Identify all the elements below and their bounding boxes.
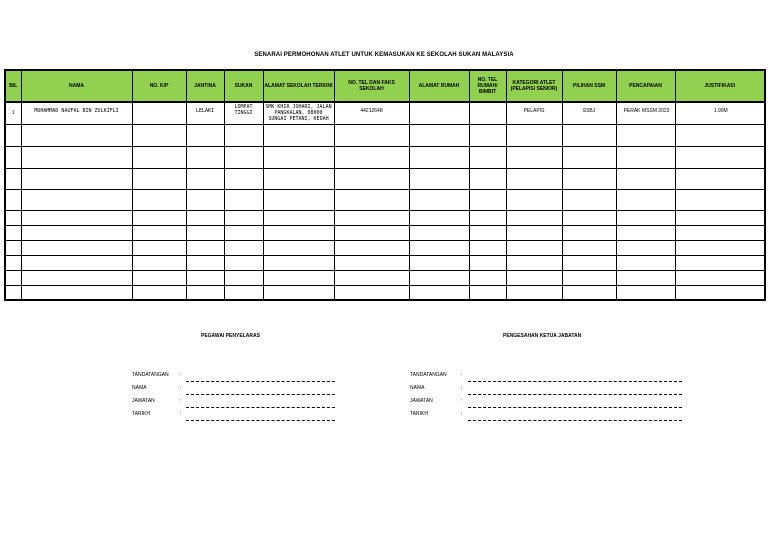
table-cell <box>469 225 506 240</box>
table-cell <box>224 240 263 255</box>
table-cell <box>506 210 562 225</box>
table-cell <box>263 189 334 210</box>
table-cell <box>409 210 469 225</box>
table-cell <box>409 270 469 285</box>
table-row <box>5 102 765 124</box>
right-position-line <box>468 407 682 408</box>
table-cell <box>263 270 334 285</box>
table-cell <box>675 168 765 189</box>
table-cell <box>469 168 506 189</box>
table-cell <box>224 225 263 240</box>
table-cell <box>334 210 409 225</box>
left-name-line <box>186 394 335 395</box>
header-sukan: SUKAN <box>224 70 263 102</box>
cell-nama: MUHAMMAD NAUFAL BIN ZULKIFLI <box>21 102 132 124</box>
header-nama: NAMA <box>21 70 132 102</box>
table-cell <box>132 270 186 285</box>
table-cell <box>5 240 21 255</box>
table-cell <box>21 255 132 270</box>
header-kp: NO. K/P <box>132 70 186 102</box>
table-cell <box>5 210 21 225</box>
table-cell <box>409 189 469 210</box>
table-cell <box>675 285 765 300</box>
table-cell <box>263 124 334 146</box>
right-label-tandatangan: TANDATANGAN <box>410 372 447 378</box>
cell-alamat-sekolah: SMK KHIR JOHARI, JALAN PANGKALAN, 08000 SUNGAI PETANI, KEDAH <box>263 102 334 124</box>
table-cell <box>506 240 562 255</box>
table-cell <box>5 146 21 168</box>
cell-kp <box>132 102 186 124</box>
table-cell <box>21 124 132 146</box>
right-colon: : <box>461 398 463 404</box>
table-cell <box>21 240 132 255</box>
table-cell <box>469 189 506 210</box>
left-signature-line <box>186 381 335 382</box>
table-cell <box>263 225 334 240</box>
left-signature-title: PEGAWAI PENYELARAS <box>201 333 260 339</box>
header-tel-rumah: NO. TEL RUMAH/ BIMBIT <box>469 70 506 102</box>
left-label-tandatangan: TANDATANGAN <box>132 372 169 378</box>
table-cell <box>186 225 224 240</box>
table-cell <box>5 270 21 285</box>
table-cell <box>5 225 21 240</box>
table-cell <box>186 189 224 210</box>
header-jantina: JANTINA <box>186 70 224 102</box>
table-cell <box>616 124 675 146</box>
table-cell <box>186 146 224 168</box>
header-kategori: KATEGORI ATLET (PELAPIS/ SENIOR) <box>506 70 562 102</box>
table-cell <box>5 255 21 270</box>
cell-jantina: LELAKI <box>186 102 224 124</box>
table-cell <box>562 146 616 168</box>
cell-kategori: PELAPIS <box>506 102 562 124</box>
table-cell <box>334 146 409 168</box>
cell-pilihan: SSBJ <box>562 102 616 124</box>
table-cell <box>506 168 562 189</box>
cell-tel-rumah <box>469 102 506 124</box>
table-cell <box>409 146 469 168</box>
table-cell <box>562 168 616 189</box>
table-row <box>5 124 765 146</box>
table-cell <box>224 124 263 146</box>
table-cell <box>334 225 409 240</box>
left-label-tarikh: TARIKH <box>132 411 150 417</box>
table-cell <box>334 189 409 210</box>
table-cell <box>562 285 616 300</box>
table-cell <box>562 225 616 240</box>
table-cell <box>469 210 506 225</box>
table-cell <box>186 270 224 285</box>
table-cell <box>263 168 334 189</box>
table-cell <box>132 168 186 189</box>
table-cell <box>186 285 224 300</box>
table-cell <box>506 146 562 168</box>
cell-pencapaian: PERAK MSSM 2023 <box>616 102 675 124</box>
cell-bil: 1 <box>5 102 21 124</box>
table-cell <box>186 168 224 189</box>
right-label-tarikh: TARIKH <box>410 411 428 417</box>
table-cell <box>506 255 562 270</box>
left-colon: : <box>180 372 182 378</box>
right-colon: : <box>461 411 463 417</box>
table-cell <box>334 168 409 189</box>
table-cell <box>675 240 765 255</box>
table-cell <box>334 285 409 300</box>
table-cell <box>675 146 765 168</box>
table-cell <box>263 146 334 168</box>
table-cell <box>469 285 506 300</box>
table-cell <box>186 240 224 255</box>
table-cell <box>21 210 132 225</box>
table-cell <box>562 255 616 270</box>
header-row <box>5 70 765 102</box>
table-cell <box>132 285 186 300</box>
table-row <box>5 285 765 300</box>
table-cell <box>132 146 186 168</box>
table-cell <box>21 285 132 300</box>
right-name-line <box>468 394 682 395</box>
table-cell <box>5 168 21 189</box>
right-colon: : <box>461 385 463 391</box>
table-cell <box>562 210 616 225</box>
table-row <box>5 210 765 225</box>
header-pilihan: PILIHAN SSM <box>562 70 616 102</box>
table-cell <box>675 255 765 270</box>
table-cell <box>616 210 675 225</box>
table-row <box>5 255 765 270</box>
table-cell <box>562 270 616 285</box>
table-cell <box>334 124 409 146</box>
table-row <box>5 240 765 255</box>
left-colon: : <box>180 385 182 391</box>
left-date-line <box>186 420 335 421</box>
table-cell <box>675 225 765 240</box>
page-title: SENARAI PERMOHONAN ATLET UNTUK KEMASUKAN KE SEKOLAH SUKAN MALAYSIA <box>254 52 514 58</box>
table-cell <box>5 189 21 210</box>
table-cell <box>409 240 469 255</box>
table-cell <box>334 240 409 255</box>
left-colon: : <box>180 398 182 404</box>
table-cell <box>675 189 765 210</box>
cell-sukan: LOMPAT TINGGI <box>224 102 263 124</box>
table-cell <box>675 210 765 225</box>
table-row <box>5 270 765 285</box>
table-cell <box>224 146 263 168</box>
table-cell <box>132 210 186 225</box>
right-label-nama: NAMA <box>410 385 425 391</box>
table-cell <box>409 285 469 300</box>
table-row <box>5 189 765 210</box>
table-cell <box>263 240 334 255</box>
left-position-line <box>186 407 335 408</box>
header-alamat-rumah: ALAMAT RUMAH <box>409 70 469 102</box>
table-cell <box>21 168 132 189</box>
table-cell <box>224 270 263 285</box>
table-cell <box>675 124 765 146</box>
right-signature-line <box>468 381 682 382</box>
left-label-nama: NAMA <box>132 385 147 391</box>
table-cell <box>186 124 224 146</box>
table-cell <box>132 225 186 240</box>
table-cell <box>506 189 562 210</box>
table-cell <box>263 255 334 270</box>
table-cell <box>506 225 562 240</box>
table-cell <box>409 225 469 240</box>
header-pencapaian: PENCAPAIAN <box>616 70 675 102</box>
header-alamat-sekolah: ALAMAT SEKOLAH TERKINI <box>263 70 334 102</box>
right-colon: : <box>461 372 463 378</box>
table-cell <box>562 124 616 146</box>
table-cell <box>21 146 132 168</box>
table-cell <box>506 285 562 300</box>
table-cell <box>132 124 186 146</box>
table-cell <box>616 189 675 210</box>
table-cell <box>562 240 616 255</box>
table-cell <box>506 270 562 285</box>
table-cell <box>132 240 186 255</box>
table-cell <box>132 189 186 210</box>
table-cell <box>5 124 21 146</box>
table-cell <box>224 189 263 210</box>
table-cell <box>334 255 409 270</box>
table-cell <box>616 270 675 285</box>
table-cell <box>186 210 224 225</box>
table-cell <box>562 189 616 210</box>
left-colon: : <box>180 411 182 417</box>
right-label-jawatan: JAWATAN <box>410 398 433 404</box>
table-cell <box>5 285 21 300</box>
application-table <box>4 69 766 301</box>
table-cell <box>224 210 263 225</box>
cell-tel-sekolah: 44212648 <box>334 102 409 124</box>
left-label-jawatan: JAWATAN <box>132 398 155 404</box>
table-cell <box>132 255 186 270</box>
table-cell <box>334 270 409 285</box>
table-cell <box>186 255 224 270</box>
table-cell <box>469 124 506 146</box>
table-cell <box>616 285 675 300</box>
table-cell <box>21 189 132 210</box>
cell-justifikasi: 1.90M <box>675 102 765 124</box>
table-cell <box>506 124 562 146</box>
table-cell <box>469 146 506 168</box>
table-cell <box>616 168 675 189</box>
header-bil: BIL <box>5 70 21 102</box>
table-cell <box>21 270 132 285</box>
cell-alamat-rumah <box>409 102 469 124</box>
table-cell <box>469 255 506 270</box>
table-cell <box>224 168 263 189</box>
table-cell <box>21 225 132 240</box>
header-tel-sekolah: NO. TEL DAN FAKS SEKOLAH <box>334 70 409 102</box>
table-row <box>5 146 765 168</box>
right-signature-title: PENGESAHAN KETUA JABATAN <box>503 333 582 339</box>
header-justifikasi: JUSTIFIKASI <box>675 70 765 102</box>
table-cell <box>469 270 506 285</box>
table-cell <box>409 168 469 189</box>
table-cell <box>224 285 263 300</box>
right-date-line <box>468 420 682 421</box>
table-row <box>5 225 765 240</box>
table-cell <box>675 270 765 285</box>
table-cell <box>616 240 675 255</box>
table-cell <box>263 210 334 225</box>
table-cell <box>616 146 675 168</box>
table-cell <box>616 255 675 270</box>
table-cell <box>409 255 469 270</box>
table-cell <box>263 285 334 300</box>
table-row <box>5 168 765 189</box>
table-cell <box>469 240 506 255</box>
table-cell <box>616 225 675 240</box>
table-cell <box>224 255 263 270</box>
table-cell <box>409 124 469 146</box>
